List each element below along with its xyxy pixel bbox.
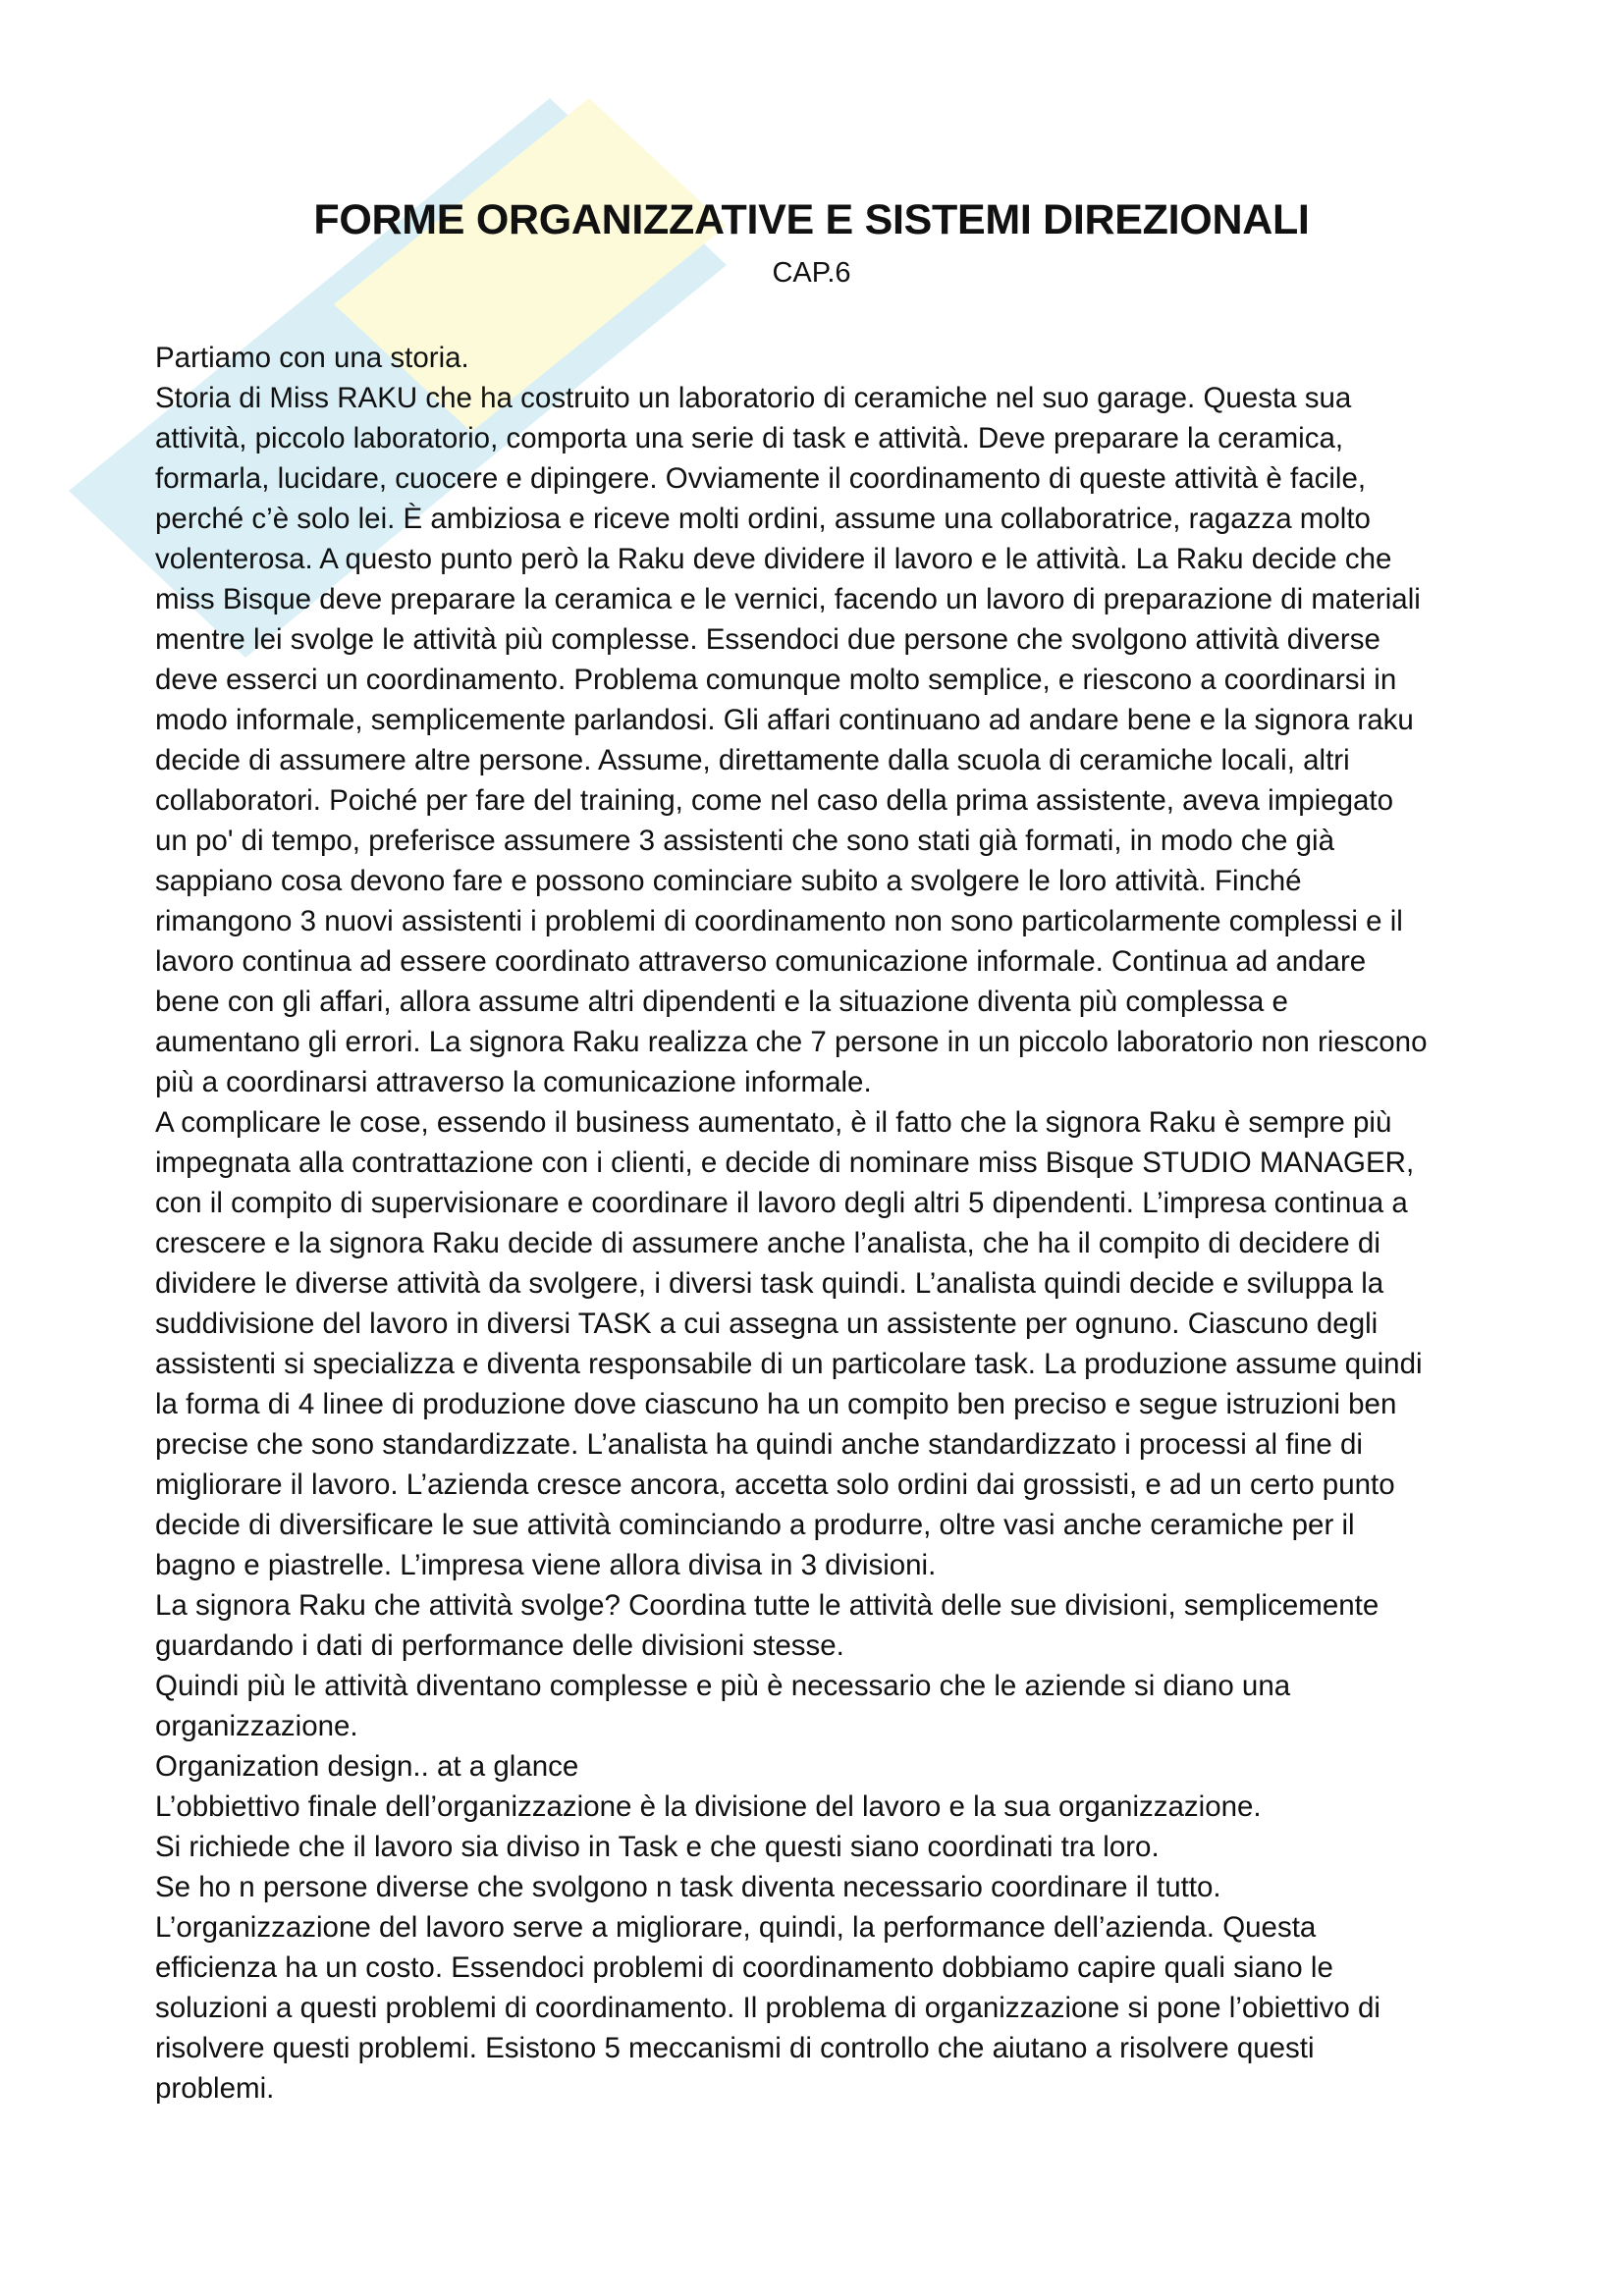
text-line: con il compito di supervisionare e coordinare il lavoro degli altri 5 dipendenti. L’impresa continua a bbox=[155, 1187, 1408, 1219]
text-line: rimangono 3 nuovi assistenti i problemi di coordinamento non sono particolarmente complessi e il bbox=[155, 905, 1403, 937]
text-line: formarla, lucidare, cuocere e dipingere. Ovviamente il coordinamento di queste attività è facile, bbox=[155, 462, 1367, 495]
text-line: impegnata alla contrattazione con i clienti, e decide di nominare miss Bisque STUDIO MANAGER, bbox=[155, 1147, 1415, 1179]
text-line: miss Bisque deve preparare la ceramica e le vernici, facendo un lavoro di preparazione di materiali bbox=[155, 583, 1421, 615]
text-line: bagno e piastrelle. L’impresa viene allora divisa in 3 divisioni. bbox=[155, 1549, 937, 1581]
text-line: più a coordinarsi attraverso la comunicazione informale. bbox=[155, 1066, 872, 1098]
text-line: soluzioni a questi problemi di coordinamento. Il problema di organizzazione si pone l’obiettivo di bbox=[155, 1992, 1380, 2024]
text-line: un po' di tempo, preferisce assumere 3 assistenti che sono stati già formati, in modo che già bbox=[155, 825, 1335, 857]
text-line: Organization design.. at a glance bbox=[155, 1750, 579, 1783]
text-line: decide di diversificare le sue attività cominciando a produrre, oltre vasi anche ceramiche per il bbox=[155, 1509, 1355, 1541]
text-line: problemi. bbox=[155, 2072, 275, 2105]
text-line: attività, piccolo laboratorio, comporta una serie di task e attività. Deve preparare la ceramica, bbox=[155, 422, 1344, 454]
text-line: A complicare le cose, essendo il business aumentato, è il fatto che la signora Raku è sempre più bbox=[155, 1106, 1392, 1139]
chapter-label: CAP.6 bbox=[772, 257, 851, 289]
text-line: guardando i dati di performance delle divisioni stesse. bbox=[155, 1629, 844, 1662]
text-line: aumentano gli errori. La signora Raku realizza che 7 persone in un piccolo laboratorio non riescono bbox=[155, 1026, 1428, 1058]
text-line: Si richiede che il lavoro sia diviso in Task e che questi siano coordinati tra loro. bbox=[155, 1831, 1160, 1863]
text-line: Se ho n persone diverse che svolgono n task diventa necessario coordinare il tutto. bbox=[155, 1871, 1221, 1903]
text-line: mentre lei svolge le attività più complesse. Essendoci due persone che svolgono attività diverse bbox=[155, 623, 1380, 656]
text-line: Partiamo con una storia. bbox=[155, 342, 469, 374]
body-text bbox=[155, 338, 1481, 2109]
text-line: organizzazione. bbox=[155, 1710, 358, 1742]
text-line: decide di assumere altre persone. Assume, direttamente dalla scuola di ceramiche locali, altri bbox=[155, 744, 1350, 776]
text-line: L’obbiettivo finale dell’organizzazione è la divisione del lavoro e la sua organizzazione. bbox=[155, 1790, 1262, 1823]
text-line: migliorare il lavoro. L’azienda cresce ancora, accetta solo ordini dai grossisti, e ad un certo punto bbox=[155, 1468, 1395, 1501]
text-line: deve esserci un coordinamento. Problema comunque molto semplice, e riescono a coordinarsi in bbox=[155, 664, 1397, 696]
text-line: la forma di 4 linee di produzione dove ciascuno ha un compito ben preciso e segue istruzioni ben bbox=[155, 1388, 1397, 1420]
text-line: perché c’è solo lei. È ambiziosa e riceve molti ordini, assume una collaboratrice, ragazza molto bbox=[155, 503, 1371, 535]
text-line: modo informale, semplicemente parlandosi. Gli affari continuano ad andare bene e la signora raku bbox=[155, 704, 1414, 736]
text-line: efficienza ha un costo. Essendoci problemi di coordinamento dobbiamo capire quali siano le bbox=[155, 1951, 1333, 1984]
text-line: L’organizzazione del lavoro serve a migliorare, quindi, la performance dell’azienda. Questa bbox=[155, 1911, 1317, 1944]
text-line: assistenti si specializza e diventa responsabile di un particolare task. La produzione assume quindi bbox=[155, 1348, 1423, 1380]
text-line: crescere e la signora Raku decide di assumere anche l’analista, che ha il compito di decidere di bbox=[155, 1227, 1380, 1259]
text-line: Quindi più le attività diventano complesse e più è necessario che le aziende si diano una bbox=[155, 1670, 1291, 1702]
text-line: La signora Raku che attività svolge? Coordina tutte le attività delle sue divisioni, semplicemente bbox=[155, 1589, 1380, 1622]
text-line: collaboratori. Poiché per fare del training, come nel caso della prima assistente, aveva impiegato bbox=[155, 784, 1393, 817]
text-line: sappiano cosa devono fare e possono cominciare subito a svolgere le loro attività. Finché bbox=[155, 865, 1302, 897]
text-line: dividere le diverse attività da svolgere, i diversi task quindi. L’analista quindi decide e sviluppa la bbox=[155, 1267, 1384, 1300]
text-line: lavoro continua ad essere coordinato attraverso comunicazione informale. Continua ad andare bbox=[155, 945, 1367, 978]
text-line: suddivisione del lavoro in diversi TASK a cui assegna un assistente per ognuno. Ciascuno degli bbox=[155, 1308, 1379, 1340]
document-title: FORME ORGANIZZATIVE E SISTEMI DIREZIONALI bbox=[313, 196, 1310, 243]
text-line: Storia di Miss RAKU che ha costruito un laboratorio di ceramiche nel suo garage. Questa sua bbox=[155, 382, 1352, 414]
text-line: bene con gli affari, allora assume altri dipendenti e la situazione diventa più complessa e bbox=[155, 986, 1288, 1018]
text-line: precise che sono standardizzate. L’analista ha quindi anche standardizzato i processi al fine di bbox=[155, 1428, 1363, 1461]
text-line: risolvere questi problemi. Esistono 5 meccanismi di controllo che aiutano a risolvere questi bbox=[155, 2032, 1315, 2064]
text-line: volenterosa. A questo punto però la Raku deve dividere il lavoro e le attività. La Raku decide che bbox=[155, 543, 1392, 575]
